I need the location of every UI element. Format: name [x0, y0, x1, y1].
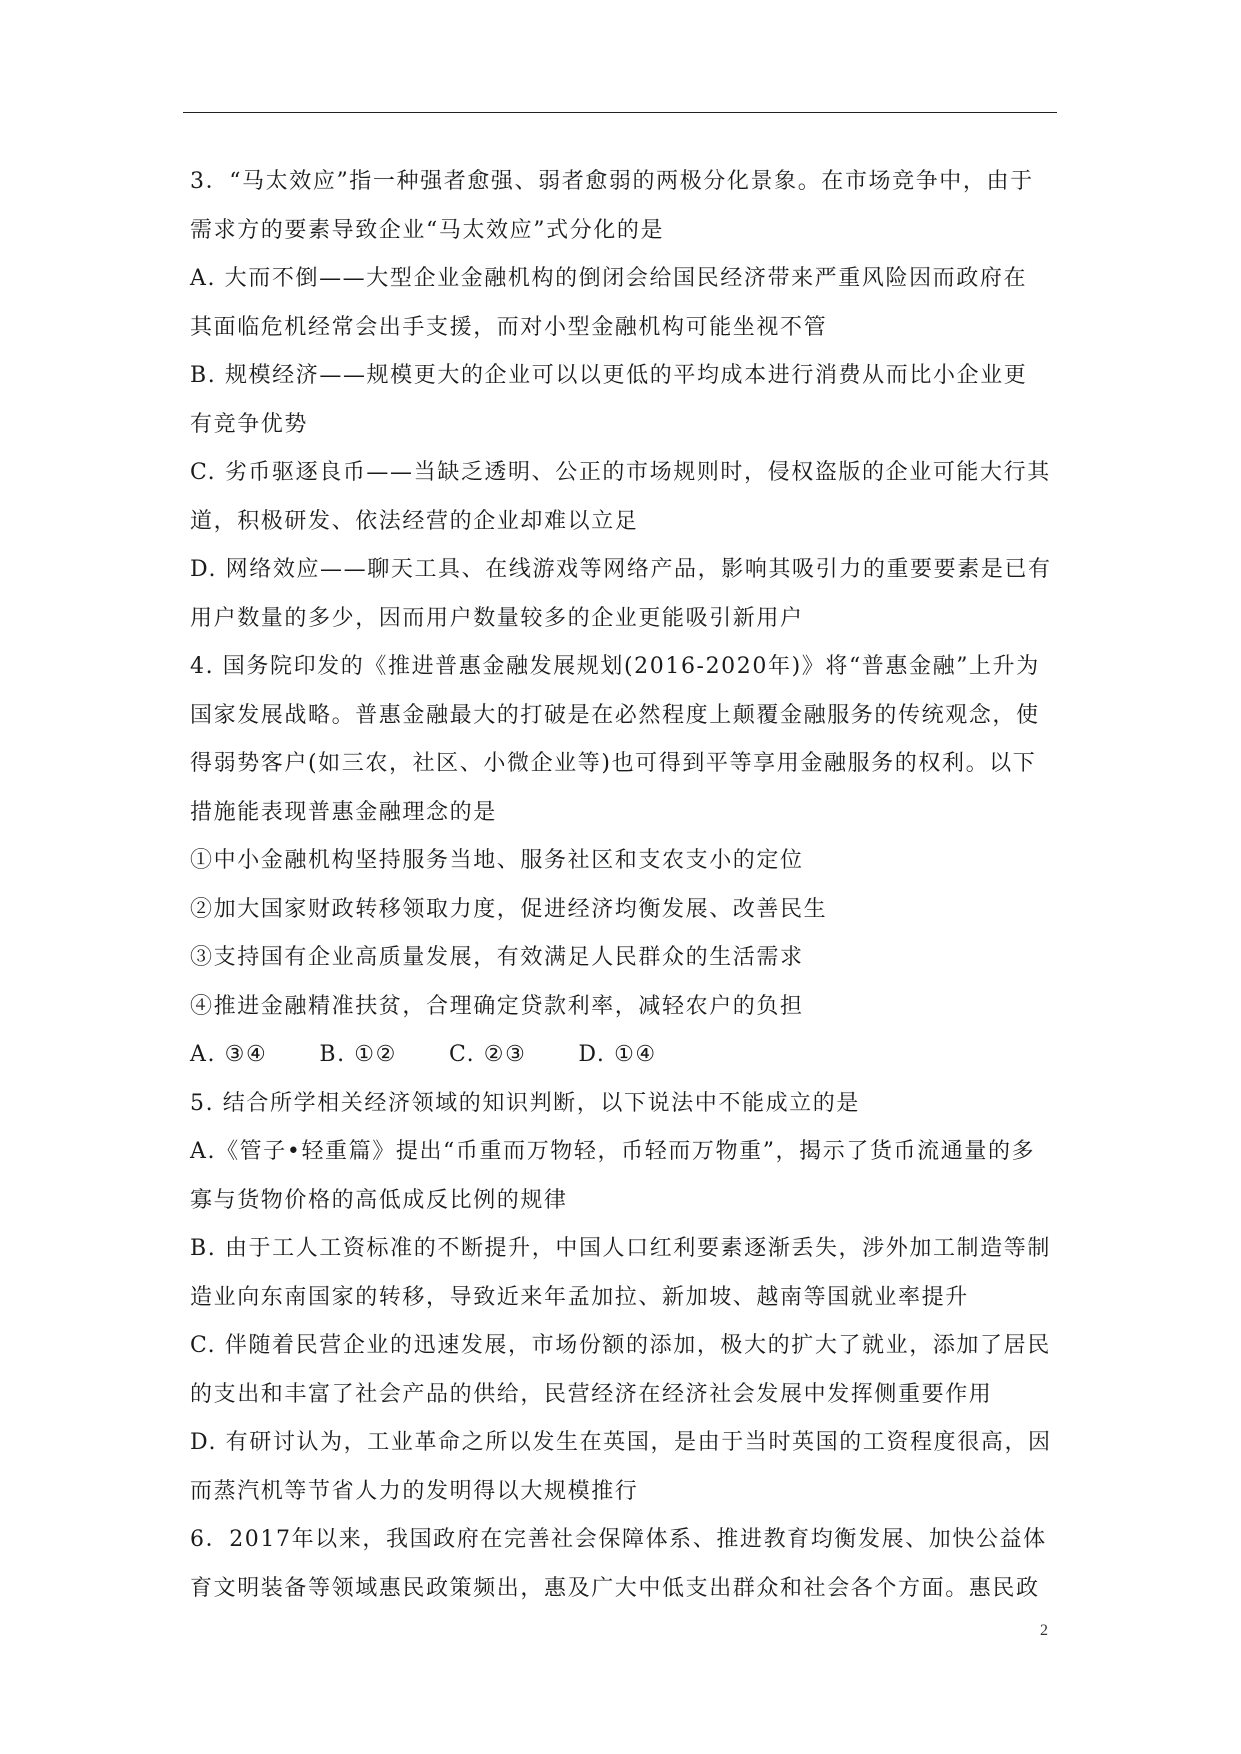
question-3-stem-line-2: 需求方的要素导致企业“马太效应”式分化的是 — [190, 217, 665, 243]
question-5-option-c-line-2: 的支出和丰富了社会产品的供给，民营经济在经济社会发展中发挥侧重要作用 — [190, 1381, 993, 1407]
question-4-stem-line-1: 4. 国务院印发的《推进普惠金融发展规划(2016-2020年)》将“普惠金融”上升为 — [190, 654, 1040, 679]
question-4-stem-line-2: 国家发展战略。普惠金融最大的打破是在必然程度上颠覆金融服务的传统观念，使 — [190, 702, 1040, 728]
question-5-option-c-line-1: C. 伴随着民营企业的迅速发展，市场份额的添加，极大的扩大了就业，添加了居民 — [190, 1333, 1051, 1358]
question-5-stem: 5. 结合所学相关经济领域的知识判断，以下说法中不能成立的是 — [190, 1090, 860, 1116]
question-3 — [190, 158, 1070, 643]
question-3-option-c-line-1: C. 劣币驱逐良币——当缺乏透明、公正的市场规则时，侵权盗版的企业可能大行其 — [190, 460, 1051, 485]
question-5-option-b-line-1: B. 由于工人工资标准的不断提升，中国人口红利要素逐渐丢失，涉外加工制造等制 — [190, 1236, 1051, 1261]
question-5-option-d-line-1: D. 有研讨认为，工业革命之所以发生在英国，是由于当时英国的工资程度很高，因 — [190, 1430, 1052, 1455]
question-3-stem-line-1: 3．“马太效应”指一种强者愈强、弱者愈弱的两极分化景象。在市场竞争中，由于 — [190, 169, 1034, 194]
question-4-option-a: A. ③④ — [190, 1042, 268, 1067]
question-6 — [190, 1516, 1070, 1613]
question-4-statement-4: ④推进金融精准扶贫，合理确定贷款利率，减轻农户的负担 — [190, 993, 804, 1019]
question-6-stem-line-2: 育文明装备等领域惠民政策频出，惠及广大中低支出群众和社会各个方面。惠民政 — [190, 1575, 1040, 1601]
question-5-option-b-line-2: 造业向东南国家的转移，导致近来年孟加拉、新加坡、越南等国就业率提升 — [190, 1284, 969, 1310]
question-3-option-c-line-2: 道，积极研发、依法经营的企业却难以立足 — [190, 508, 639, 534]
question-4 — [190, 643, 1070, 1080]
question-4-options — [190, 1031, 1070, 1080]
question-4-stem-line-4: 措施能表现普惠金融理念的是 — [190, 799, 497, 825]
question-3-option-a-line-2: 其面临危机经常会出手支援，而对小型金融机构可能坐视不管 — [190, 314, 828, 340]
question-3-option-d-line-2: 用户数量的多少，因而用户数量较多的企业更能吸引新用户 — [190, 605, 804, 631]
header-rule — [183, 112, 1057, 113]
question-4-option-d: D. ①④ — [578, 1042, 657, 1067]
page-number: 2 — [1040, 1622, 1048, 1639]
question-5-option-a-line-1: A.《管子•轻重篇》提出“币重而万物轻，币轻而万物重”，揭示了货币流通量的多 — [190, 1139, 1036, 1164]
question-3-option-d-line-1: D. 网络效应——聊天工具、在线游戏等网络产品，影响其吸引力的重要要素是已有 — [190, 557, 1052, 582]
question-5-option-a-line-2: 寡与货物价格的高低成反比例的规律 — [190, 1187, 568, 1213]
question-4-option-b: B. ①② — [319, 1042, 397, 1067]
page-content — [190, 158, 1070, 1613]
question-3-option-b-line-1: B. 规模经济——规模更大的企业可以以更低的平均成本进行消费从而比小企业更 — [190, 363, 1028, 388]
question-4-statement-3: ③支持国有企业高质量发展，有效满足人民群众的生活需求 — [190, 945, 804, 970]
question-4-statement-2: ②加大国家财政转移领取力度，促进经济均衡发展、改善民生 — [190, 896, 828, 922]
question-4-option-c: C. ②③ — [448, 1042, 527, 1067]
question-6-stem-line-1: 6．2017年以来，我国政府在完善社会保障体系、推进教育均衡发展、加快公益体 — [190, 1527, 1047, 1552]
question-4-statement-1: ①中小金融机构坚持服务当地、服务社区和支农支小的定位 — [190, 848, 804, 873]
question-5-option-d-line-2: 而蒸汽机等节省人力的发明得以大规模推行 — [190, 1478, 639, 1504]
question-4-stem-line-3: 得弱势客户(如三农，社区、小微企业等)也可得到平等享用金融服务的权利。以下 — [190, 751, 1037, 776]
question-5 — [190, 1080, 1070, 1517]
question-3-option-a-line-1: A. 大而不倒——大型企业金融机构的倒闭会给国民经济带来严重风险因而政府在 — [190, 266, 1028, 291]
question-3-option-b-line-2: 有竞争优势 — [190, 411, 309, 437]
